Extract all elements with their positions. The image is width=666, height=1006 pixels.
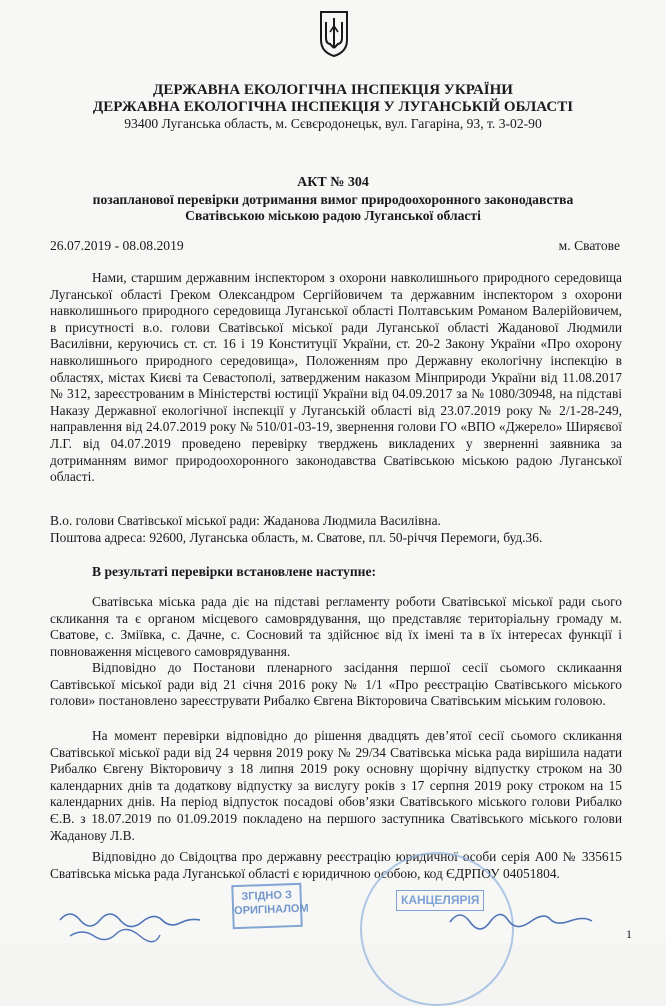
acting-head-line: В.о. голови Сватівської міської ради: Жаданова Людмила Василівна. bbox=[50, 513, 441, 528]
finding-paragraph: Сватівська міська рада діє на підставі регламенту роботи Сватівської міської ради сього скликання та є органом місцевого самоврядування, що представляє територіальну громаду м. Сватове, с. Змiївка, с. Дачне, с. Сосновий та здійснює від їх імені та в їх інтересах функції і повноваження місцевого самоврядування. bbox=[50, 594, 622, 659]
org-address: 93400 Луганська область, м. Сєвєродонецьк, вул. Гагаріна, 93, т. 3-02-90 bbox=[124, 116, 542, 131]
page-number: 1 bbox=[626, 927, 632, 941]
handwritten-signature bbox=[30, 900, 640, 943]
intro-paragraph: Нами, старшим державним інспектором з охорони навколишнього природного середовища Луганської області Греком Олександром Сергійовичем та державним інспектором з охорони навколишнього природного середовища Луганської області Полтавським Романом Валерійовичем, в присутності в.о. голови Сватівської міської ради Луганської області Жаданової Людмили Василівни, керуючись ст. ст. 16 і 19 Конституції України, ст. 20-2 Закону України «Про охорону навколишнього природного середовища», Положенням про Державну екологічну інспекцію в областях, містах Києві та Севастополі, затвердженим наказом Мінприроди України від 11.08.2017 № 312, зареєстрованим в Міністерстві юстиції України від 04.09.2017 за № 1080/30948, на підставі Наказу Державної екологічної інспекції у Луганській області від 23.07.2019 року № 2/1-28-249, направлення від 24.07.2019 року № 510/01-03-19, звернення голови ГО «ВПО «Джерело» Ширяєвої Л.Г. від 04.07.2019 проведено перевірку тверджень викладених у зверненні заявника за дотриманням вимог природоохоронного законодавства Сватівською міською радою Луганської області. bbox=[50, 270, 622, 485]
office-stamp-label: КАНЦЕЛЯРІЯ bbox=[396, 890, 484, 911]
results-heading: В результаті перевірки встановлене наступне: bbox=[92, 564, 377, 579]
finding-paragraph: Відповідно до Постанови пленарного засідання першої сесії сьомого скликаання Савтівської міської ради від 21 січня 2016 року № 1/1 «Про реєстрацію Сватівського міського голови» постановлено зареєструвати Рибалко Євгена Вікторовича Сватівським міським головою. bbox=[50, 660, 622, 709]
finding-paragraph: Відповідно до Свідоцтва про державну реєстрацію юридичної особи серія А00 № 335615 Сватівська міська рада Луганської області є юридичною особою, код ЄДРПОУ 04051804. bbox=[50, 849, 622, 881]
org-name-primary: ДЕРЖАВНА ЕКОЛОГІЧНА ІНСПЕКЦІЯ УКРАЇНИ bbox=[153, 82, 513, 98]
inspection-date-range: 26.07.2019 - 08.08.2019 bbox=[50, 238, 184, 253]
org-name-regional: ДЕРЖАВНА ЕКОЛОГІЧНА ІНСПЕКЦІЯ У ЛУГАНСЬКІЙ ОБЛАСТІ bbox=[92, 99, 574, 115]
finding-paragraph: На момент перевірки відповідно до рішення двадцять дев’ятої сесії сьомого скликання Сватівської міської ради від 24 червня 2019 року № 29/34 Сватівська міська рада вирішила надати Рибалко Євгену Вікторовичу з 18 липня 2019 року основну щорічну відпустку строком на 30 календарних днів та додаткову відпустку за вислугу років з 17 серпня 2019 року строком на 15 календарних днів. На період відпусток посадові обов’язки Сватівського міського голови Рибалко Є.В. з 18.07.2019 по 01.09.2019 покладено на першого заступника Сватівського міського голови Жаданову Л.В. bbox=[50, 728, 622, 843]
act-subtitle-line2: Сватівською міською радою Луганської області bbox=[185, 208, 481, 223]
act-title: АКТ № 304 bbox=[297, 175, 369, 190]
coat-of-arms-icon bbox=[319, 10, 349, 58]
approval-stamp-line1: ЗГІДНО З bbox=[241, 889, 293, 903]
approval-stamp-line2: ОРИГІНАЛОМ bbox=[233, 902, 309, 918]
postal-address-line: Поштова адреса: 92600, Луганська область, м. Сватове, пл. 50-річчя Перемоги, буд.36. bbox=[50, 530, 543, 545]
inspection-place: м. Сватове bbox=[558, 238, 620, 253]
act-subtitle-line1: позапланової перевірки дотримання вимог природоохоронного законодавства bbox=[92, 192, 574, 207]
